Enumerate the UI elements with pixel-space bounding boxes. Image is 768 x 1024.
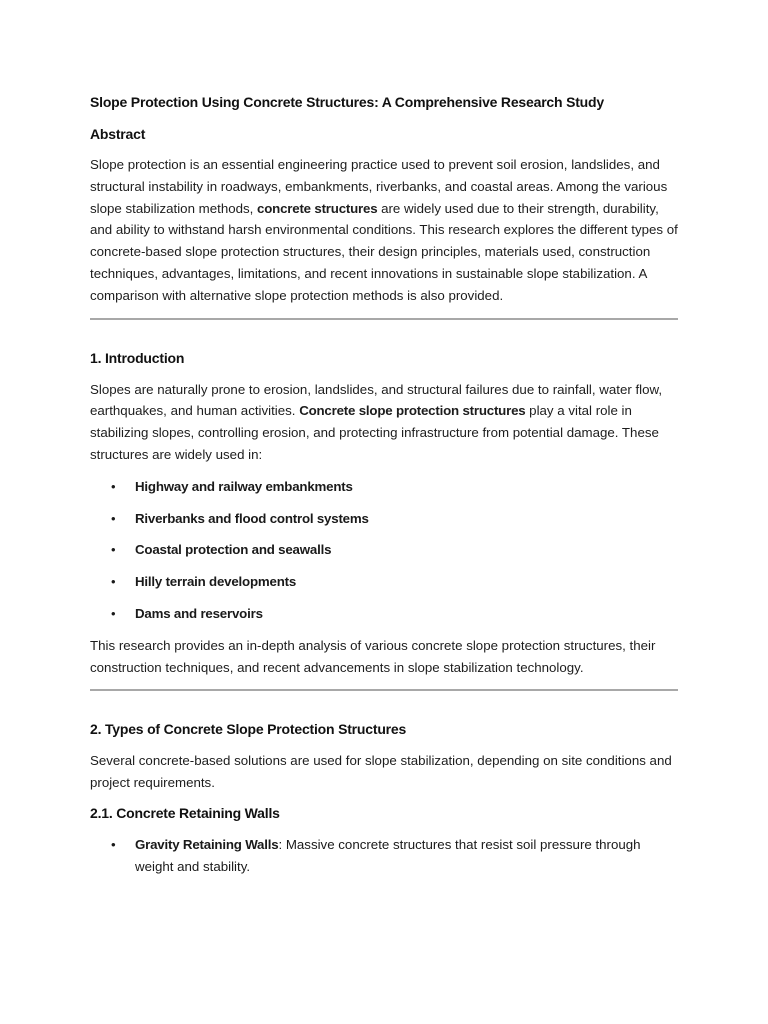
list-item xyxy=(90,571,678,593)
document-title: Slope Protection Using Concrete Structures: A Comprehensive Research Study xyxy=(90,94,604,110)
list-item-text: Highway and railway embankments xyxy=(135,478,353,494)
definition-term: Gravity Retaining Walls xyxy=(135,836,279,852)
list-item-text: Coastal protection and seawalls xyxy=(135,542,332,558)
list-item xyxy=(90,603,678,625)
bullet-icon: • xyxy=(111,478,116,494)
abstract-paragraph xyxy=(90,154,678,307)
introduction-paragraph xyxy=(90,379,678,466)
abstract-text-end: are widely used due to their strength, durability, and ability to withstand harsh environmental conditions. This research explores the different types of concrete-based slope protection structures, their design principles, materials used, construction techniques, advantages, limitations, and recent innovations in sustainable slope stabilization. A comparison with alternative slope protection methods is also provided. xyxy=(90,200,678,303)
introduction-closing-paragraph: This research provides an in-depth analysis of various concrete slope protection structures, their construction techniques, and recent advancements in slope stabilization technology. xyxy=(90,637,656,675)
bullet-icon: • xyxy=(111,574,116,590)
definition-text: : Massive concrete structures that resist soil pressure through weight and stability. xyxy=(135,836,641,874)
definition-list-item xyxy=(90,834,678,878)
bullet-icon: • xyxy=(111,542,116,558)
bullet-icon: • xyxy=(111,836,116,852)
abstract-heading: Abstract xyxy=(90,126,146,142)
document-page xyxy=(90,92,678,878)
list-item-text: Riverbanks and flood control systems xyxy=(135,510,369,526)
retaining-walls-subheading: 2.1. Concrete Retaining Walls xyxy=(90,804,280,821)
list-item-text: Hilly terrain developments xyxy=(135,574,297,590)
bullet-icon: • xyxy=(111,510,116,526)
types-heading: 2. Types of Concrete Slope Protection Structures xyxy=(90,721,407,738)
list-item-text: Dams and reservoirs xyxy=(135,605,263,621)
section-divider xyxy=(90,689,678,691)
abstract-text-start: Slope protection is an essential engineering practice used to prevent soil erosion, landslides, and structural instability in roadways, embankments, riverbanks, and coastal areas. Among the various slope stabilization methods, xyxy=(90,157,668,216)
uses-list xyxy=(90,476,678,625)
introduction-heading: 1. Introduction xyxy=(90,349,185,366)
list-item xyxy=(90,476,678,498)
section-divider xyxy=(90,318,678,320)
bullet-icon: • xyxy=(111,605,116,621)
introduction-text-end: play a vital role in stabilizing slopes, controlling erosion, and protecting infrastructure from potential damage. These structures are widely used in: xyxy=(90,403,659,462)
list-item xyxy=(90,539,678,561)
abstract-bold-term: concrete structures xyxy=(257,200,378,216)
list-item xyxy=(90,508,678,530)
introduction-bold-term: Concrete slope protection structures xyxy=(299,403,526,419)
types-intro-paragraph: Several concrete-based solutions are used for slope stabilization, depending on site conditions and project requirements. xyxy=(90,753,672,791)
introduction-text-start: Slopes are naturally prone to erosion, landslides, and structural failures due to rainfall, water flow, earthquakes, and human activities. xyxy=(90,381,663,419)
